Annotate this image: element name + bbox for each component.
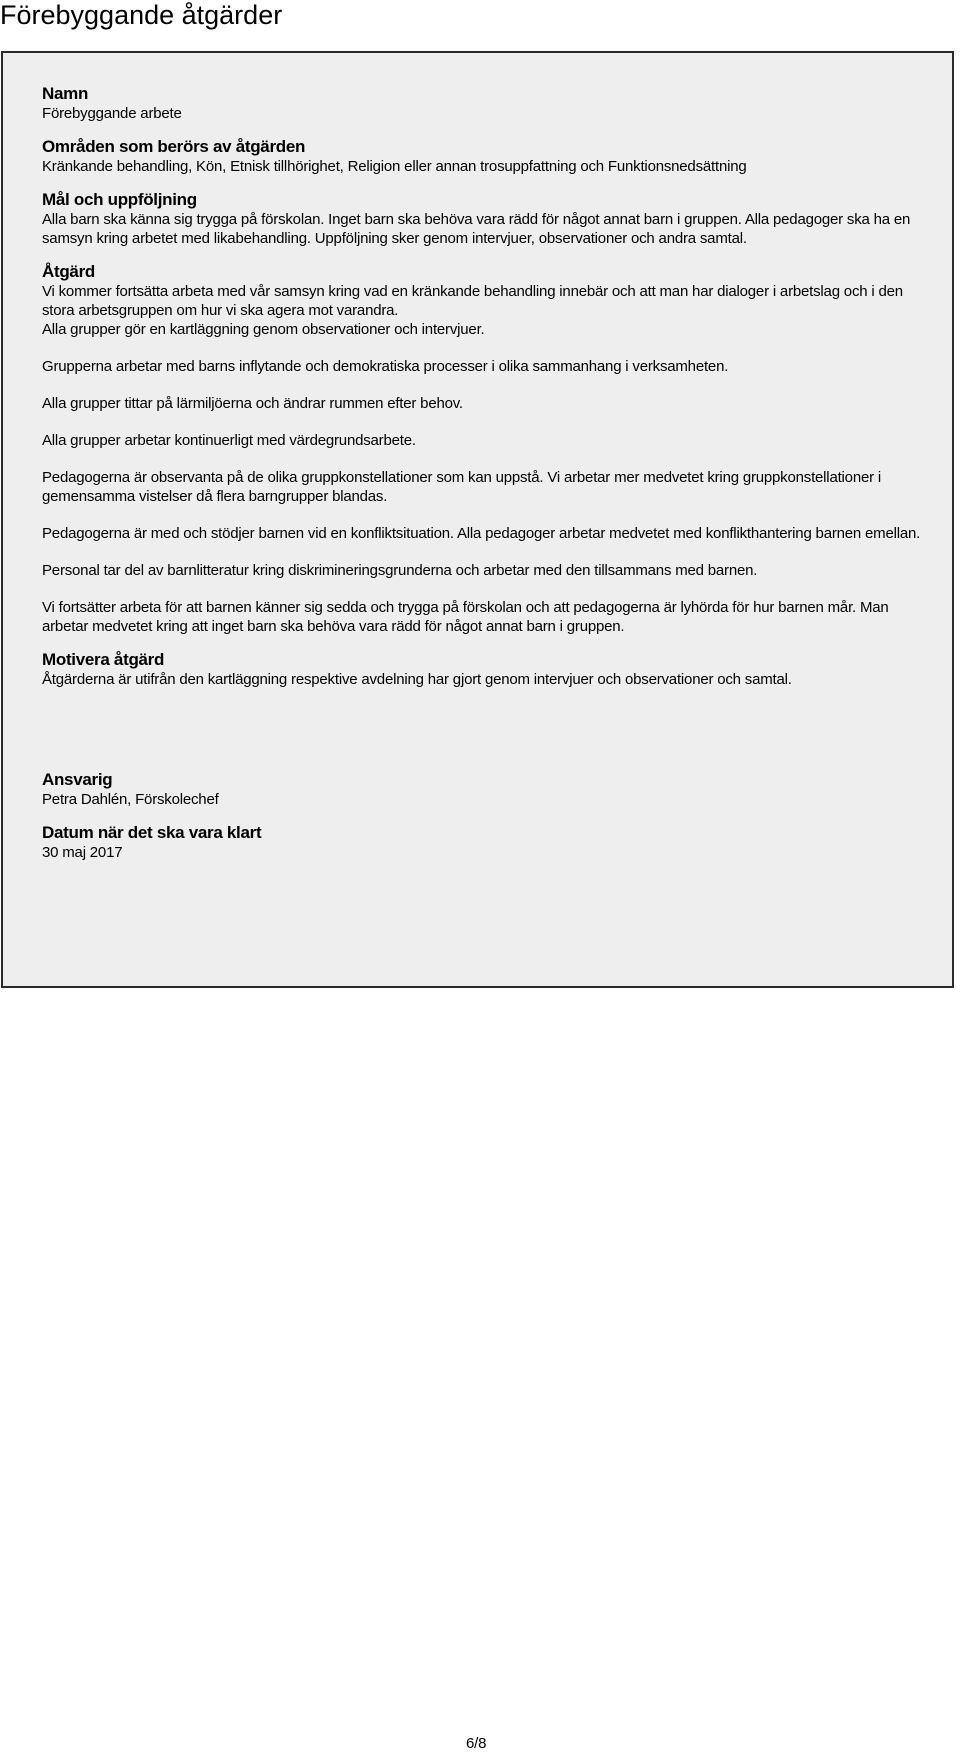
section-datum <box>42 822 922 862</box>
atgard-paragraph: Alla grupper tittar på lärmiljöerna och ändrar rummen efter behov. <box>42 395 463 412</box>
atgard-line: Alla grupper gör en kartläggning genom observationer och intervjuer. <box>42 321 485 338</box>
section-omraden <box>42 136 922 176</box>
datum-value: 30 maj 2017 <box>42 844 123 861</box>
page-title: Förebyggande åtgärder <box>0 0 283 30</box>
measure-box <box>1 51 954 988</box>
atgard-paragraph: Personal tar del av barnlitteratur kring diskrimineringsgrunderna och arbetar med den tillsammans med barnen. <box>42 562 758 579</box>
atgard-label: Åtgärd <box>42 262 95 281</box>
atgard-paragraph: Pedagogerna är med och stödjer barnen vid en konfliktsituation. Alla pedagoger arbetar medvetet med konflikthantering barnen emellan. <box>42 525 921 542</box>
page-number: 6/8 <box>466 1735 487 1752</box>
namn-value: Förebyggande arbete <box>42 105 182 122</box>
datum-label: Datum när det ska vara klart <box>42 823 262 842</box>
section-ansvarig <box>42 769 922 809</box>
ansvarig-value: Petra Dahlén, Förskolechef <box>42 791 219 808</box>
mal-label: Mål och uppföljning <box>42 190 197 209</box>
atgard-paragraph: Alla grupper arbetar kontinuerligt med värdegrundsarbete. <box>42 432 416 449</box>
section-mal <box>42 189 922 248</box>
omraden-label: Områden som berörs av åtgärden <box>42 137 306 156</box>
namn-label: Namn <box>42 84 89 103</box>
section-motivera <box>42 649 922 689</box>
motivera-value: Åtgärderna är utifrån den kartläggning respektive avdelning har gjort genom intervjuer och observationer och samtal. <box>42 671 792 688</box>
omraden-value: Kränkande behandling, Kön, Etnisk tillhörighet, Religion eller annan trosuppfattning och Funktionsnedsättning <box>42 158 747 175</box>
mal-value: Alla barn ska känna sig trygga på förskolan. Inget barn ska behöva vara rädd för något annat barn i gruppen. Alla pedagoger ska ha en samsyn kring arbetet med likabehandling. Uppföljning sker genom intervjuer, observationer och andra samtal. <box>42 211 911 247</box>
motivera-label: Motivera åtgärd <box>42 650 165 669</box>
atgard-paragraph: Grupperna arbetar med barns inflytande och demokratiska processer i olika sammanhang i verksamheten. <box>42 358 729 375</box>
atgard-paragraph: Vi fortsätter arbeta för att barnen känner sig sedda och trygga på förskolan och att pedagogerna är lyhörda för hur barnen mår. Man arbetar medvetet kring att inget barn ska behöva vara rädd för något annat barn i gruppen. <box>42 599 889 635</box>
measure-content <box>42 83 922 862</box>
section-namn <box>42 83 922 123</box>
section-atgard <box>42 261 922 636</box>
ansvarig-label: Ansvarig <box>42 770 113 789</box>
atgard-paragraph: Pedagogerna är observanta på de olika gruppkonstellationer som kan uppstå. Vi arbetar mer medvetet kring gruppkonstellationer i gemensamma vistelser då flera barngrupper blandas. <box>42 469 882 505</box>
atgard-line: Vi kommer fortsätta arbeta med vår samsyn kring vad en kränkande behandling innebär och att man har dialoger i arbetslag och i den stora arbetsgruppen om hur vi ska agera mot varandra. <box>42 283 903 319</box>
